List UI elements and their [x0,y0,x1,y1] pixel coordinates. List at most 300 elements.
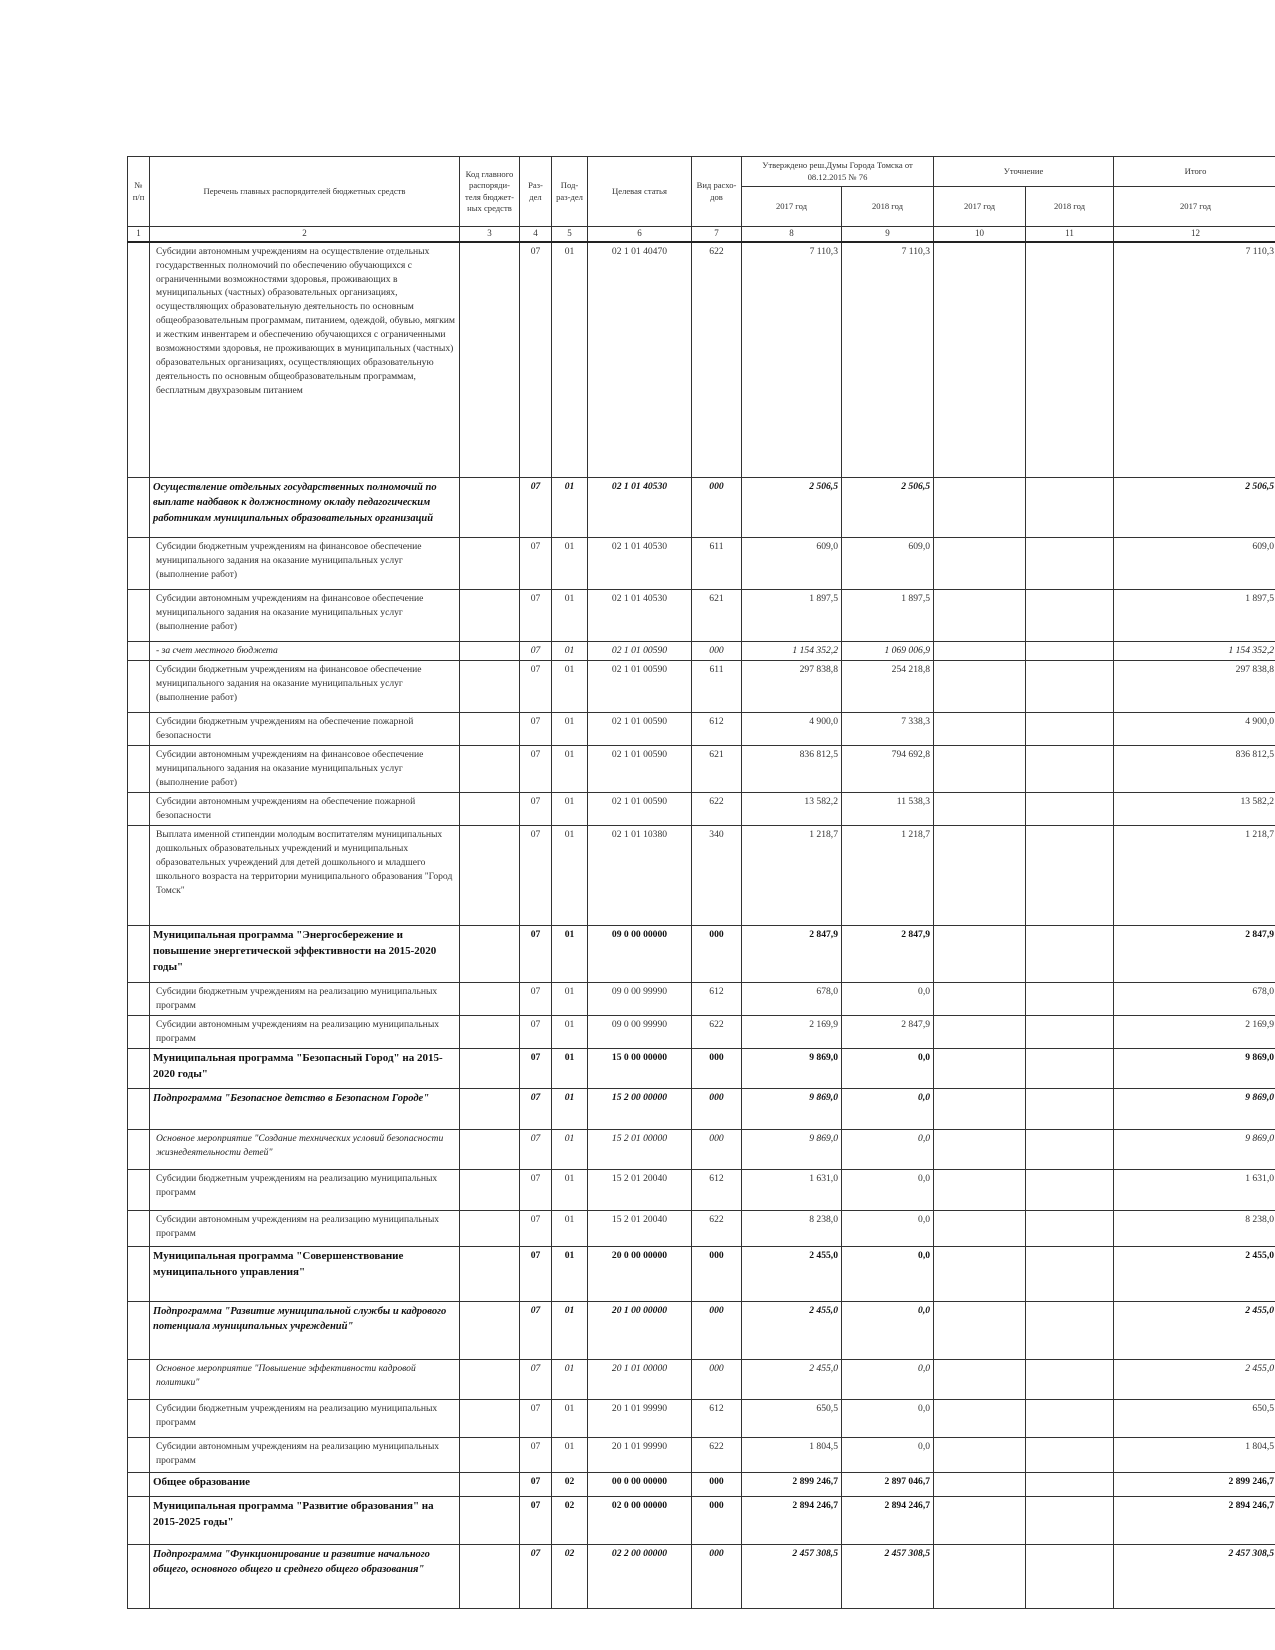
row-clarify-2018 [1026,1472,1114,1496]
row-name: Субсидии бюджетным учреждениям на реализацию муниципальных программ [150,1399,460,1437]
row-razdel: 07 [520,1399,552,1437]
row-podrazdel: 01 [552,1301,588,1359]
row-vid: 000 [692,1359,742,1399]
row-number [128,590,150,642]
row-vid: 612 [692,1169,742,1210]
row-razdel: 07 [520,1496,552,1544]
row-clarify-2017 [934,713,1026,746]
row-clarify-2018 [1026,793,1114,826]
row-approved-2018: 11 538,3 [842,793,934,826]
row-podrazdel: 01 [552,242,588,478]
row-clarify-2017 [934,826,1026,926]
row-approved-2018: 2 506,5 [842,478,934,538]
table-row [128,1301,1275,1359]
row-razdel: 07 [520,1359,552,1399]
row-podrazdel: 01 [552,1088,588,1129]
row-code [460,1129,520,1169]
row-clarify-2018 [1026,661,1114,713]
row-podrazdel: 01 [552,1437,588,1472]
row-approved-2017: 1 897,5 [742,590,842,642]
row-name: Подпрограмма "Безопасное детство в Безопасном Городе" [150,1088,460,1129]
row-razdel: 07 [520,1210,552,1246]
row-vid: 621 [692,746,742,793]
header-total-2017: 2017 год [1114,187,1275,227]
row-approved-2018: 2 457 308,5 [842,1544,934,1608]
row-clarify-2017 [934,1359,1026,1399]
row-code [460,1088,520,1129]
header-clarify-2018: 2018 год [1026,187,1114,227]
row-name: Осуществление отдельных государственных полномочий по выплате надбавок к должностному окладу педагогическим работникам муниципальных образовательных организаций [150,478,460,538]
col-number: 11 [1026,227,1114,242]
row-clarify-2017 [934,1544,1026,1608]
row-number [128,793,150,826]
row-approved-2018: 0,0 [842,1301,934,1359]
row-approved-2018: 0,0 [842,1048,934,1088]
row-number [128,1129,150,1169]
header-approved-2017: 2017 год [742,187,842,227]
table-row [128,983,1275,1016]
row-total-2017: 2 847,9 [1114,926,1275,983]
row-approved-2017: 609,0 [742,538,842,590]
row-vid: 000 [692,1496,742,1544]
row-name: Субсидии автономным учреждениям на финансовое обеспечение муниципального задания на оказание муниципальных услуг (выполнение работ) [150,590,460,642]
row-razdel: 07 [520,926,552,983]
row-number [128,242,150,478]
row-code [460,1496,520,1544]
row-approved-2018: 0,0 [842,1437,934,1472]
header-vid: Вид расхо-дов [692,157,742,227]
table-row [128,242,1275,478]
row-approved-2017: 650,5 [742,1399,842,1437]
row-code [460,1246,520,1301]
row-vid: 000 [692,1472,742,1496]
row-clarify-2017 [934,538,1026,590]
row-vid: 340 [692,826,742,926]
row-approved-2017: 2 457 308,5 [742,1544,842,1608]
row-approved-2017: 8 238,0 [742,1210,842,1246]
row-vid: 612 [692,713,742,746]
row-total-2017: 2 455,0 [1114,1246,1275,1301]
row-approved-2017: 2 894 246,7 [742,1496,842,1544]
row-clarify-2018 [1026,1048,1114,1088]
row-clarify-2018 [1026,590,1114,642]
col-number: 8 [742,227,842,242]
row-approved-2018: 0,0 [842,1399,934,1437]
col-number: 10 [934,227,1026,242]
row-vid: 000 [692,1129,742,1169]
table-row [128,1496,1275,1544]
col-number: 12 [1114,227,1275,242]
row-target: 15 2 01 20040 [588,1169,692,1210]
col-number: 4 [520,227,552,242]
header-clarify: Уточнение [934,157,1114,187]
row-total-2017: 2 455,0 [1114,1359,1275,1399]
row-target: 02 1 01 40470 [588,242,692,478]
row-total-2017: 9 869,0 [1114,1088,1275,1129]
row-razdel: 07 [520,1169,552,1210]
budget-table [127,156,1275,1609]
row-razdel: 07 [520,826,552,926]
row-name: Субсидии автономным учреждениям на обеспечение пожарной безопасности [150,793,460,826]
row-target: 15 0 00 00000 [588,1048,692,1088]
row-total-2017: 650,5 [1114,1399,1275,1437]
row-approved-2017: 4 900,0 [742,713,842,746]
row-clarify-2017 [934,1088,1026,1129]
row-approved-2017: 9 869,0 [742,1088,842,1129]
row-clarify-2017 [934,661,1026,713]
row-razdel: 07 [520,793,552,826]
row-target: 20 0 00 00000 [588,1246,692,1301]
row-clarify-2017 [934,1246,1026,1301]
row-name: Подпрограмма "Функционирование и развитие начального общего, основного общего и среднего общего образования" [150,1544,460,1608]
row-clarify-2018 [1026,1016,1114,1049]
row-number [128,1016,150,1049]
row-podrazdel: 01 [552,793,588,826]
row-code [460,478,520,538]
row-razdel: 07 [520,1088,552,1129]
row-code [460,538,520,590]
row-clarify-2018 [1026,1437,1114,1472]
row-clarify-2018 [1026,642,1114,661]
row-approved-2018: 2 847,9 [842,1016,934,1049]
row-approved-2017: 2 455,0 [742,1301,842,1359]
row-podrazdel: 01 [552,1210,588,1246]
col-number: 9 [842,227,934,242]
row-clarify-2017 [934,1129,1026,1169]
table-row [128,538,1275,590]
row-clarify-2017 [934,1472,1026,1496]
row-podrazdel: 01 [552,926,588,983]
row-vid: 000 [692,1088,742,1129]
header-total: Итого [1114,157,1275,187]
row-podrazdel: 01 [552,713,588,746]
row-podrazdel: 02 [552,1472,588,1496]
row-number [128,1301,150,1359]
header-approved-2018: 2018 год [842,187,934,227]
row-target: 02 1 01 40530 [588,538,692,590]
row-razdel: 07 [520,713,552,746]
row-name: Выплата именной стипендии молодым воспитателям муниципальных дошкольных образовательных учреждений и муниципальных образовательных учреждений для детей дошкольного и младшего школьного возраста на территории муниципального образования "Город Томск" [150,826,460,926]
row-vid: 000 [692,926,742,983]
table-row [128,1437,1275,1472]
row-target: 02 0 00 00000 [588,1496,692,1544]
table-row [128,713,1275,746]
row-razdel: 07 [520,1129,552,1169]
row-number [128,642,150,661]
table-row [128,1472,1275,1496]
row-approved-2017: 2 506,5 [742,478,842,538]
row-podrazdel: 01 [552,1016,588,1049]
row-total-2017: 2 506,5 [1114,478,1275,538]
row-name: Основное мероприятие "Повышение эффективности кадровой политики" [150,1359,460,1399]
row-target: 20 1 01 00000 [588,1359,692,1399]
row-vid: 622 [692,242,742,478]
row-clarify-2017 [934,590,1026,642]
row-number [128,1359,150,1399]
row-clarify-2018 [1026,746,1114,793]
row-name: Муниципальная программа "Совершенствование муниципального управления" [150,1246,460,1301]
row-target: 15 2 00 00000 [588,1088,692,1129]
row-podrazdel: 01 [552,478,588,538]
header-approved: Утверждено реш.Думы Города Томска от 08.12.2015 № 76 [742,157,934,187]
col-number: 6 [588,227,692,242]
row-approved-2017: 836 812,5 [742,746,842,793]
row-razdel: 07 [520,1472,552,1496]
table-row [128,926,1275,983]
row-razdel: 07 [520,1437,552,1472]
row-approved-2018: 0,0 [842,1129,934,1169]
header-target: Целевая статья [588,157,692,227]
row-clarify-2018 [1026,1399,1114,1437]
row-vid: 000 [692,1544,742,1608]
row-number [128,1472,150,1496]
row-target: 15 2 01 00000 [588,1129,692,1169]
row-razdel: 07 [520,478,552,538]
row-vid: 000 [692,478,742,538]
row-clarify-2018 [1026,242,1114,478]
table-row [128,826,1275,926]
row-number [128,983,150,1016]
row-approved-2017: 1 631,0 [742,1169,842,1210]
row-code [460,1359,520,1399]
row-code [460,1399,520,1437]
row-clarify-2018 [1026,1544,1114,1608]
row-total-2017: 1 804,5 [1114,1437,1275,1472]
row-approved-2018: 0,0 [842,1246,934,1301]
row-target: 09 0 00 99990 [588,1016,692,1049]
row-code [460,1544,520,1608]
row-clarify-2017 [934,1399,1026,1437]
header-name: Перечень главных распорядителей бюджетных средств [150,157,460,227]
row-approved-2017: 13 582,2 [742,793,842,826]
row-number [128,1399,150,1437]
row-name: Субсидии бюджетным учреждениям на реализацию муниципальных программ [150,983,460,1016]
row-target: 20 1 01 99990 [588,1437,692,1472]
row-code [460,1048,520,1088]
row-vid: 000 [692,1048,742,1088]
row-vid: 000 [692,1301,742,1359]
row-approved-2017: 2 899 246,7 [742,1472,842,1496]
row-clarify-2018 [1026,1088,1114,1129]
row-podrazdel: 01 [552,1399,588,1437]
row-target: 02 1 01 00590 [588,713,692,746]
row-clarify-2017 [934,1210,1026,1246]
row-name: Субсидии бюджетным учреждениям на обеспечение пожарной безопасности [150,713,460,746]
row-razdel: 07 [520,1544,552,1608]
row-total-2017: 1 631,0 [1114,1169,1275,1210]
row-number [128,1210,150,1246]
row-code [460,1169,520,1210]
row-total-2017: 2 894 246,7 [1114,1496,1275,1544]
row-razdel: 07 [520,642,552,661]
row-clarify-2017 [934,1301,1026,1359]
row-number [128,1496,150,1544]
col-number: 3 [460,227,520,242]
row-name: Субсидии бюджетным учреждениям на финансовое обеспечение муниципального задания на оказание муниципальных услуг (выполнение работ) [150,538,460,590]
row-target: 02 1 01 00590 [588,661,692,713]
row-approved-2017: 1 218,7 [742,826,842,926]
row-podrazdel: 01 [552,1169,588,1210]
budget-sheet [127,156,1275,1609]
table-row [128,478,1275,538]
row-vid: 622 [692,1210,742,1246]
row-code [460,661,520,713]
row-name: Субсидии автономным учреждениям на реализацию муниципальных программ [150,1437,460,1472]
row-target: 20 1 00 00000 [588,1301,692,1359]
row-approved-2018: 0,0 [842,1088,934,1129]
row-total-2017: 1 154 352,2 [1114,642,1275,661]
row-vid: 621 [692,590,742,642]
row-podrazdel: 02 [552,1496,588,1544]
row-number [128,713,150,746]
row-name: Основное мероприятие "Создание технических условий безопасности жизнедеятельности детей" [150,1129,460,1169]
row-code [460,1016,520,1049]
row-approved-2018: 2 897 046,7 [842,1472,934,1496]
row-approved-2017: 2 455,0 [742,1246,842,1301]
row-podrazdel: 01 [552,661,588,713]
row-target: 02 1 01 10380 [588,826,692,926]
row-podrazdel: 01 [552,1048,588,1088]
row-razdel: 07 [520,1301,552,1359]
row-approved-2017: 1 804,5 [742,1437,842,1472]
table-row [128,1088,1275,1129]
row-approved-2018: 0,0 [842,1210,934,1246]
row-vid: 611 [692,538,742,590]
row-razdel: 07 [520,1048,552,1088]
row-approved-2018: 7 338,3 [842,713,934,746]
row-number [128,746,150,793]
row-clarify-2018 [1026,1210,1114,1246]
row-total-2017: 836 812,5 [1114,746,1275,793]
row-total-2017: 609,0 [1114,538,1275,590]
row-target: 02 1 01 00590 [588,793,692,826]
row-clarify-2018 [1026,1359,1114,1399]
row-number [128,1437,150,1472]
row-clarify-2018 [1026,1169,1114,1210]
row-approved-2018: 0,0 [842,1359,934,1399]
row-target: 02 2 00 00000 [588,1544,692,1608]
row-target: 02 1 01 40530 [588,590,692,642]
row-clarify-2018 [1026,713,1114,746]
row-total-2017: 1 218,7 [1114,826,1275,926]
row-vid: 611 [692,661,742,713]
row-razdel: 07 [520,746,552,793]
row-approved-2017: 2 455,0 [742,1359,842,1399]
row-code [460,590,520,642]
row-vid: 000 [692,642,742,661]
row-approved-2018: 2 894 246,7 [842,1496,934,1544]
row-approved-2017: 7 110,3 [742,242,842,478]
row-razdel: 07 [520,1016,552,1049]
table-row [128,793,1275,826]
table-row [128,661,1275,713]
row-approved-2018: 609,0 [842,538,934,590]
row-approved-2017: 1 154 352,2 [742,642,842,661]
row-number [128,1048,150,1088]
row-target: 02 1 01 40530 [588,478,692,538]
row-podrazdel: 01 [552,642,588,661]
row-name: Муниципальная программа "Безопасный Город" на 2015-2020 годы" [150,1048,460,1088]
row-total-2017: 2 899 246,7 [1114,1472,1275,1496]
header-razdel: Раз-дел [520,157,552,227]
row-clarify-2018 [1026,1301,1114,1359]
row-total-2017: 2 457 308,5 [1114,1544,1275,1608]
row-total-2017: 2 455,0 [1114,1301,1275,1359]
row-vid: 612 [692,983,742,1016]
header-clarify-2017: 2017 год [934,187,1026,227]
row-total-2017: 7 110,3 [1114,242,1275,478]
row-podrazdel: 01 [552,826,588,926]
row-name: Субсидии автономным учреждениям на финансовое обеспечение муниципального задания на оказание муниципальных услуг (выполнение работ) [150,746,460,793]
row-clarify-2017 [934,983,1026,1016]
row-total-2017: 4 900,0 [1114,713,1275,746]
row-approved-2018: 1 218,7 [842,826,934,926]
row-target: 09 0 00 99990 [588,983,692,1016]
row-name: - за счет местного бюджета [150,642,460,661]
row-clarify-2017 [934,242,1026,478]
table-row [128,746,1275,793]
row-name: Общее образование [150,1472,460,1496]
row-total-2017: 9 869,0 [1114,1129,1275,1169]
row-podrazdel: 01 [552,1129,588,1169]
row-podrazdel: 01 [552,590,588,642]
row-code [460,926,520,983]
col-number: 2 [150,227,460,242]
row-total-2017: 2 169,9 [1114,1016,1275,1049]
row-number [128,1246,150,1301]
table-row [128,1399,1275,1437]
row-approved-2018: 0,0 [842,983,934,1016]
row-total-2017: 1 897,5 [1114,590,1275,642]
row-number [128,926,150,983]
row-name: Муниципальная программа "Развитие образования" на 2015-2025 годы" [150,1496,460,1544]
row-approved-2018: 1 897,5 [842,590,934,642]
header-num: № п/п [128,157,150,227]
table-row [128,642,1275,661]
table-row [128,1246,1275,1301]
row-number [128,1544,150,1608]
row-code [460,983,520,1016]
row-clarify-2017 [934,1048,1026,1088]
row-clarify-2017 [934,1016,1026,1049]
header-podrazdel: Под-раз-дел [552,157,588,227]
row-code [460,1472,520,1496]
row-vid: 000 [692,1246,742,1301]
row-clarify-2018 [1026,1129,1114,1169]
row-razdel: 07 [520,590,552,642]
table-row [128,1016,1275,1049]
row-clarify-2018 [1026,983,1114,1016]
row-clarify-2017 [934,478,1026,538]
row-code [460,242,520,478]
row-total-2017: 297 838,8 [1114,661,1275,713]
row-clarify-2018 [1026,826,1114,926]
row-code [460,713,520,746]
row-podrazdel: 01 [552,1359,588,1399]
row-code [460,746,520,793]
row-approved-2017: 9 869,0 [742,1048,842,1088]
row-vid: 622 [692,793,742,826]
row-clarify-2017 [934,1437,1026,1472]
row-total-2017: 678,0 [1114,983,1275,1016]
row-clarify-2017 [934,1496,1026,1544]
row-clarify-2017 [934,793,1026,826]
row-approved-2018: 7 110,3 [842,242,934,478]
row-number [128,1169,150,1210]
row-razdel: 07 [520,983,552,1016]
row-clarify-2018 [1026,1496,1114,1544]
table-row [128,1359,1275,1399]
